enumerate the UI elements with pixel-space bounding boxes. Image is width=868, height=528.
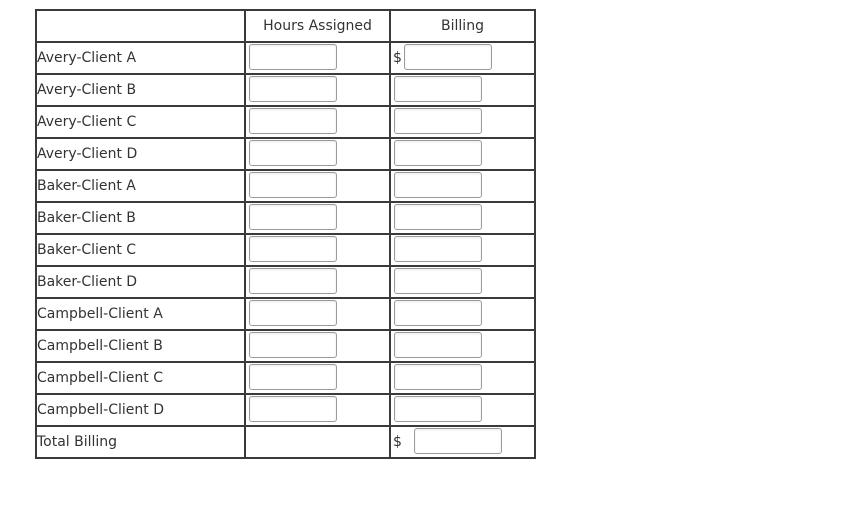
dollar-sign: $ bbox=[393, 434, 402, 450]
hours-input[interactable] bbox=[249, 204, 337, 230]
table-row bbox=[36, 266, 535, 298]
header-row bbox=[36, 10, 535, 42]
row-label: Campbell-Client D bbox=[36, 394, 245, 426]
table-row bbox=[36, 202, 535, 234]
billing-input[interactable] bbox=[394, 300, 482, 326]
hours-input[interactable] bbox=[249, 44, 337, 70]
table-row bbox=[36, 170, 535, 202]
hours-input[interactable] bbox=[249, 172, 337, 198]
hours-input[interactable] bbox=[249, 76, 337, 102]
billing-input[interactable] bbox=[394, 204, 482, 230]
row-label: Baker-Client A bbox=[36, 170, 245, 202]
dollar-sign: $ bbox=[393, 50, 402, 66]
billing-input[interactable] bbox=[394, 172, 482, 198]
table-row bbox=[36, 74, 535, 106]
hours-input[interactable] bbox=[249, 300, 337, 326]
table-row bbox=[36, 394, 535, 426]
billing-input[interactable] bbox=[394, 268, 482, 294]
hours-input[interactable] bbox=[249, 364, 337, 390]
total-empty-cell bbox=[245, 426, 390, 458]
billing-input[interactable] bbox=[394, 76, 482, 102]
billing-input[interactable] bbox=[394, 108, 482, 134]
hours-input[interactable] bbox=[249, 108, 337, 134]
header-billing: Billing bbox=[390, 10, 535, 42]
billing-input[interactable] bbox=[394, 396, 482, 422]
row-label: Baker-Client D bbox=[36, 266, 245, 298]
row-label: Avery-Client D bbox=[36, 138, 245, 170]
header-hours-assigned: Hours Assigned bbox=[245, 10, 390, 42]
row-label: Avery-Client C bbox=[36, 106, 245, 138]
billing-input[interactable] bbox=[394, 140, 482, 166]
table-row bbox=[36, 106, 535, 138]
row-label: Baker-Client C bbox=[36, 234, 245, 266]
total-billing-input[interactable] bbox=[414, 428, 502, 454]
hours-input[interactable] bbox=[249, 332, 337, 358]
row-label: Avery-Client B bbox=[36, 74, 245, 106]
hours-input[interactable] bbox=[249, 268, 337, 294]
hours-input[interactable] bbox=[249, 396, 337, 422]
table-row bbox=[36, 42, 535, 74]
hours-input[interactable] bbox=[249, 140, 337, 166]
billing-input[interactable] bbox=[404, 44, 492, 70]
row-label: Campbell-Client A bbox=[36, 298, 245, 330]
billing-input[interactable] bbox=[394, 236, 482, 262]
table-row bbox=[36, 362, 535, 394]
table-row bbox=[36, 330, 535, 362]
hours-input[interactable] bbox=[249, 236, 337, 262]
row-label: Baker-Client B bbox=[36, 202, 245, 234]
table-row bbox=[36, 234, 535, 266]
total-row bbox=[36, 426, 535, 458]
table-row bbox=[36, 138, 535, 170]
total-billing-label: Total Billing bbox=[36, 426, 245, 458]
row-label: Campbell-Client B bbox=[36, 330, 245, 362]
billing-input[interactable] bbox=[394, 364, 482, 390]
header-label-cell bbox=[36, 10, 245, 42]
table-row bbox=[36, 298, 535, 330]
row-label: Campbell-Client C bbox=[36, 362, 245, 394]
row-label: Avery-Client A bbox=[36, 42, 245, 74]
billing-table bbox=[35, 9, 536, 459]
billing-input[interactable] bbox=[394, 332, 482, 358]
